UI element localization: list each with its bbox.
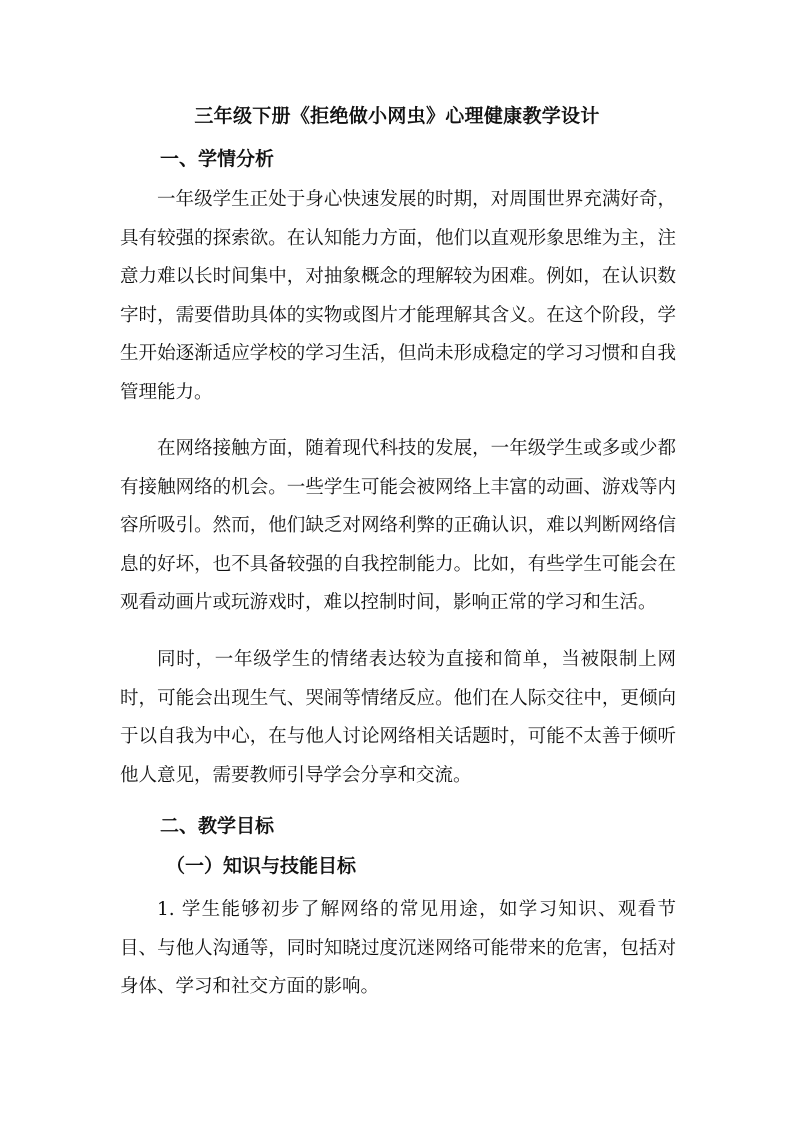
- paragraph-goal-1: 1. 学生能够初步了解网络的常见用途，如学习知识、观看节目、与他人沟通等，同时知晓过度沉迷网络可能带来的危害，包括对身体、学习和社交方面的影响。: [120, 899, 676, 997]
- paragraph-emotion: 同时，一年级学生的情绪表达较为直接和简单，当被限制上网时，可能会出现生气、哭闹等情绪反应。他们在人际交往中，更倾向于以自我为中心，在与他人讨论网络相关话题时，可能不太善于倾听他人意见，需要教师引导学会分享和交流。: [120, 649, 676, 786]
- section-heading-analysis: 一、学情分析: [160, 148, 275, 170]
- subsection-heading-knowledge: （一）知识与技能目标: [166, 855, 357, 877]
- paragraph-cognitive: 一年级学生正处于身心快速发展的时期，对周围世界充满好奇，具有较强的探索欲。在认知能力方面，他们以直观形象思维为主，注意力难以长时间集中，对抽象概念的理解较为困难。例如，在认识数字时，需要借助具体的实物或图片才能理解其含义。在这个阶段，学生开始逐渐适应学校的学习生活，但尚未形成稳定的学习习惯和自我管理能力。: [120, 189, 676, 403]
- paragraph-network-contact: 在网络接触方面，随着现代科技的发展，一年级学生或多或少都有接触网络的机会。一些学生可能会被网络上丰富的动画、游戏等内容所吸引。然而，他们缺乏对网络利弊的正确认识，难以判断网络信息的好坏，也不具备较强的自我控制能力。比如，有些学生可能会在观看动画片或玩游戏时，难以控制时间，影响正常的学习和生活。: [120, 438, 676, 613]
- document-title: 三年级下册《拒绝做小网虫》心理健康教学设计: [194, 105, 600, 127]
- section-heading-goals: 二、教学目标: [160, 815, 275, 837]
